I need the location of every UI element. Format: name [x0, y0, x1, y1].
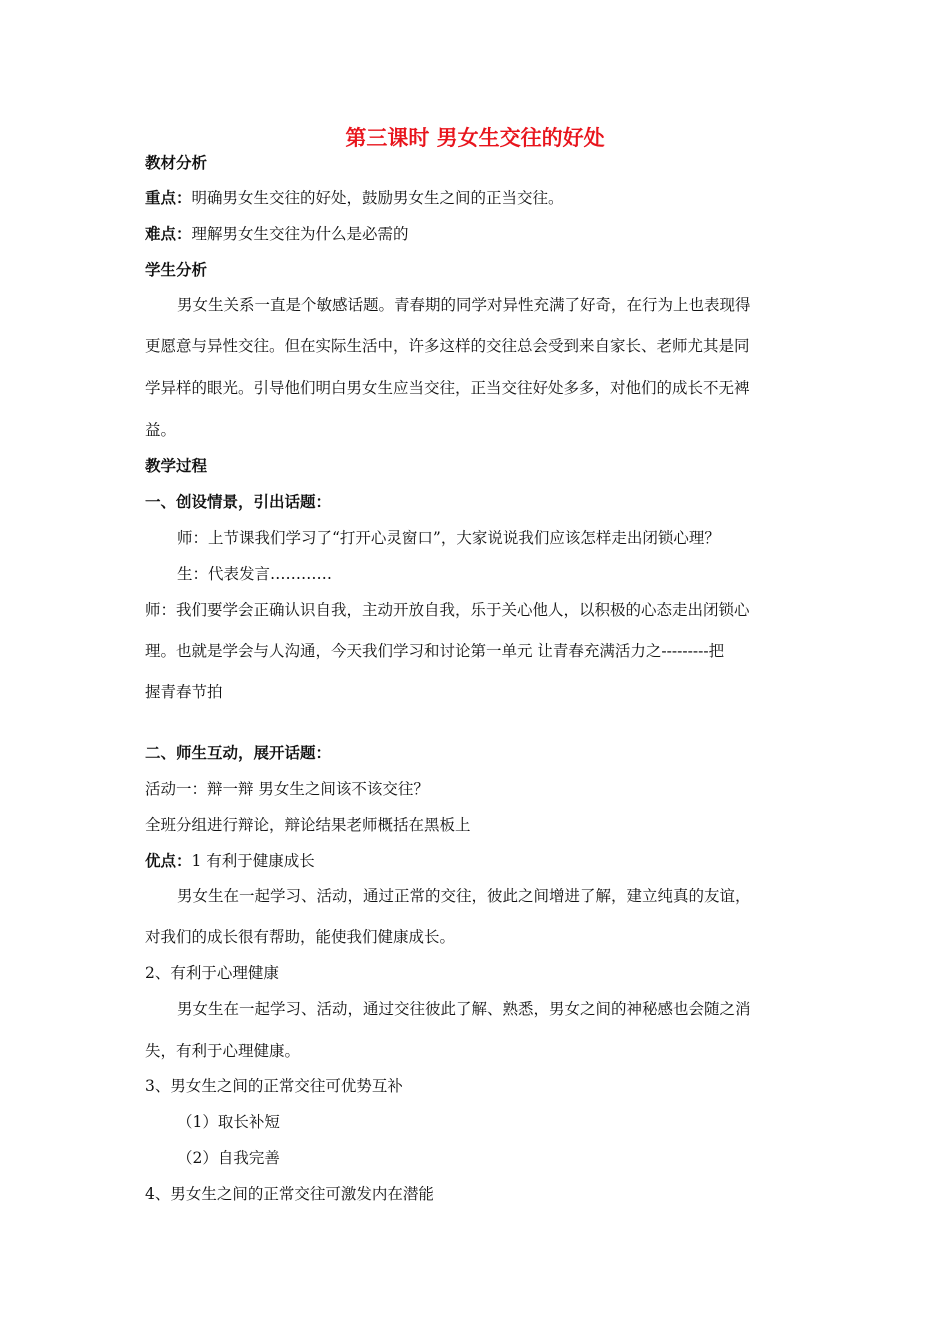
- dialogue-line: 生：代表发言…………: [177, 565, 333, 583]
- paragraph-line: 男女生关系一直是个敏感话题。青春期的同学对异性充满了好奇，在行为上也表现得: [177, 296, 751, 314]
- heading-student-analysis: 学生分析: [145, 261, 208, 279]
- paragraph-line: 失，有利于心理健康。: [145, 1042, 301, 1060]
- heading-textbook-analysis: 教材分析: [145, 154, 208, 172]
- difficulty-text: 理解男女生交往为什么是必需的: [191, 225, 409, 243]
- point-line: 4、男女生之间的正常交往可激发内在潜能: [145, 1185, 434, 1203]
- advantage-line: [145, 851, 315, 871]
- paragraph-line: 学异样的眼光。引导他们明白男女生应当交往，正当交往好处多多，对他们的成长不无裨: [145, 379, 750, 397]
- dialogue-line: 理。也就是学会与人沟通，今天我们学习和讨论第一单元 让青春充满活力之---------把: [145, 642, 725, 660]
- key-point-line: [145, 188, 564, 208]
- point-line: 2、有利于心理健康: [145, 964, 279, 982]
- paragraph-line: 男女生在一起学习、活动，通过正常的交往，彼此之间增进了解，建立纯真的友谊，: [177, 887, 751, 905]
- sub-point-line: （2）自我完善: [177, 1149, 280, 1167]
- difficulty-line: [145, 224, 409, 244]
- activity-line: 全班分组进行辩论，辩论结果老师概括在黑板上: [145, 816, 471, 834]
- advantage-label: 优点：: [145, 852, 192, 870]
- dialogue-line: 握青春节拍: [145, 683, 223, 701]
- dialogue-line: 师：上节课我们学习了“打开心灵窗口”，大家说说我们应该怎样走出闭锁心理？: [177, 529, 720, 547]
- step-two-heading: 二、师生互动，展开话题：: [145, 744, 332, 762]
- dialogue-line: 师：我们要学会正确认识自我，主动开放自我，乐于关心他人，以积极的心态走出闭锁心: [145, 601, 750, 619]
- difficulty-label: 难点：: [145, 225, 192, 243]
- advantage-text: 1 有利于健康成长: [191, 852, 315, 870]
- key-point-text: 明确男女生交往的好处，鼓励男女生之间的正当交往。: [191, 189, 564, 207]
- activity-line: 活动一：辩一辩 男女生之间该不该交往？: [145, 780, 429, 798]
- sub-point-line: （1）取长补短: [177, 1113, 280, 1131]
- key-point-label: 重点：: [145, 189, 192, 207]
- heading-teaching-process: 教学过程: [145, 457, 208, 475]
- paragraph-line: 男女生在一起学习、活动，通过交往彼此了解、熟悉，男女之间的神秘感也会随之消: [177, 1000, 751, 1018]
- paragraph-line: 益。: [145, 421, 177, 439]
- paragraph-line: 更愿意与异性交往。但在实际生活中，许多这样的交往总会受到来自家长、老师尤其是同: [145, 337, 750, 355]
- paragraph-line: 对我们的成长很有帮助，能使我们健康成长。: [145, 928, 456, 946]
- point-line: 3、男女生之间的正常交往可优势互补: [145, 1077, 403, 1095]
- page-title: 第三课时 男女生交往的好处: [345, 126, 605, 150]
- step-one-heading: 一、创设情景，引出话题：: [145, 493, 332, 511]
